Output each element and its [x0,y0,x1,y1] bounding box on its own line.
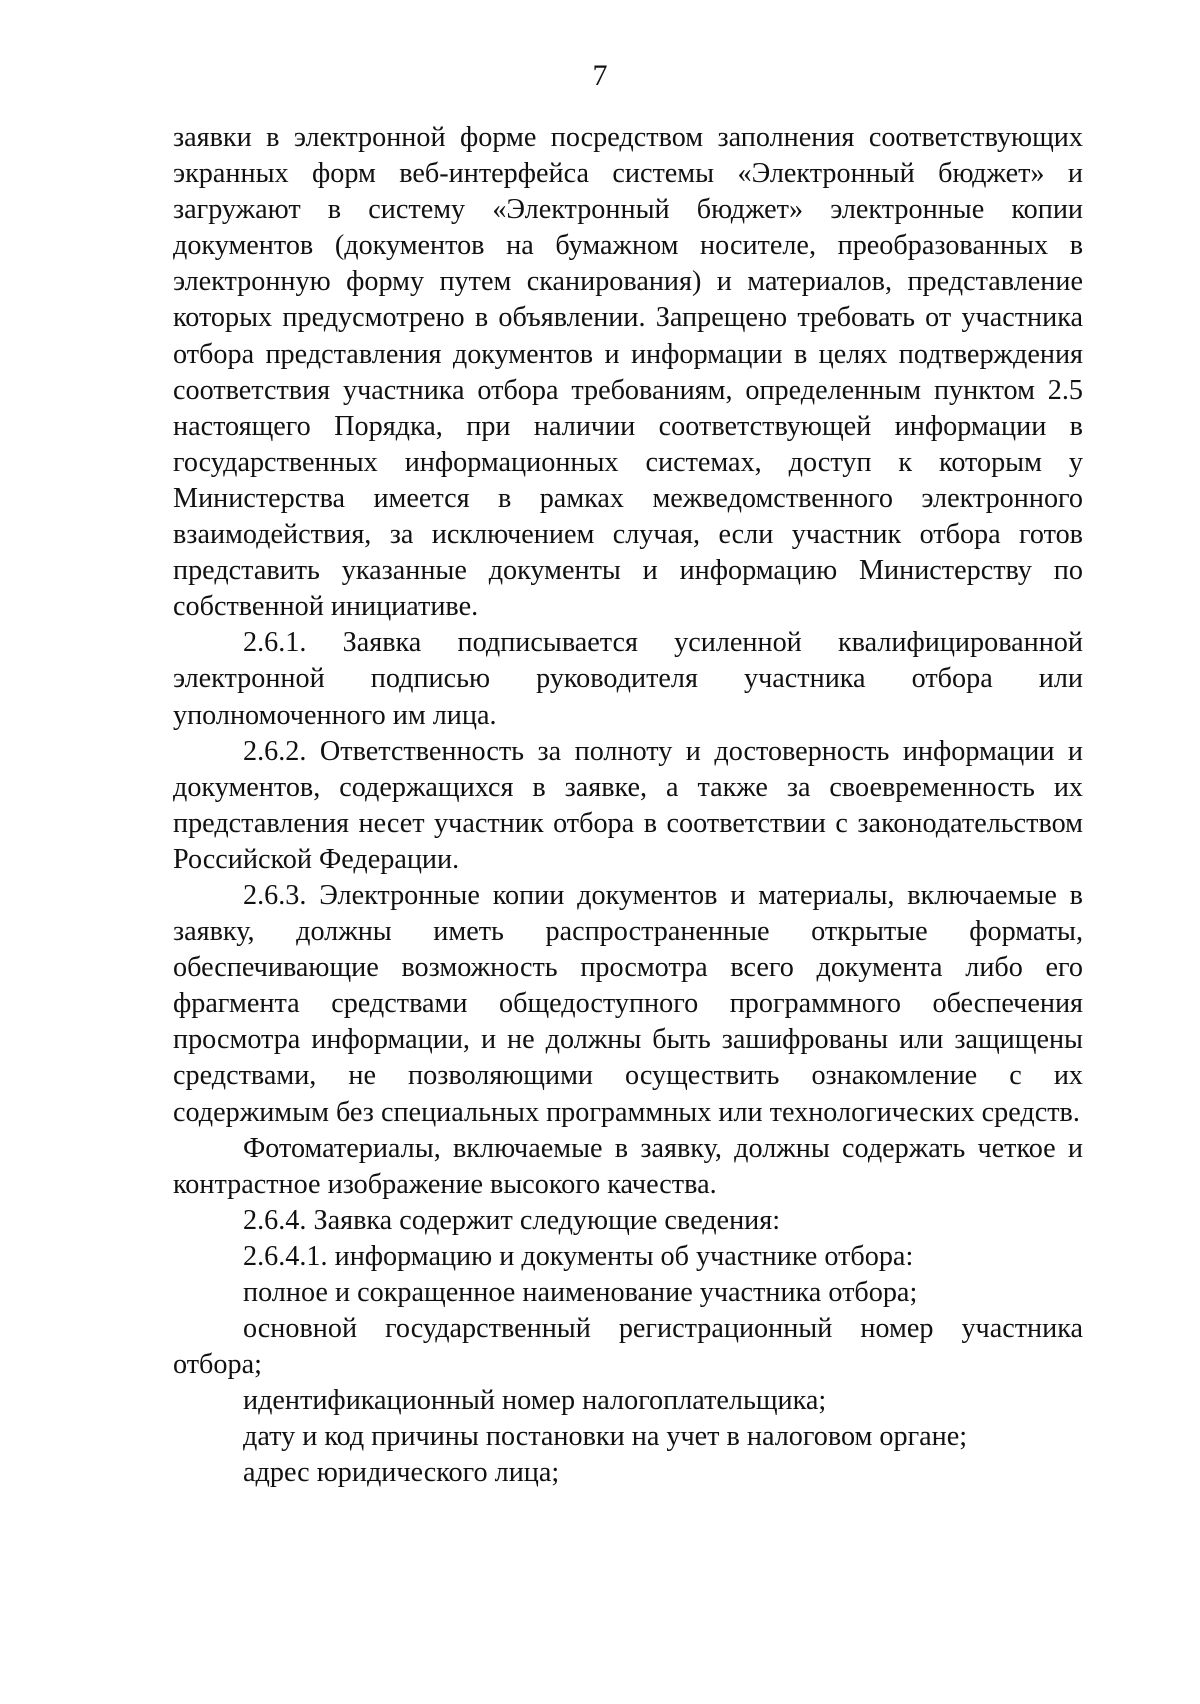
paragraph-intro: заявки в электронной форме посредством заполнения соответствующих экранных форм веб-интерфейса системы «Электронный бюджет» и загружают в систему «Электронный бюджет» электронные копии документов (документов на бумажном носителе, преобразованных в электронную форму путем сканирования) и материалов, представление которых предусмотрено в объявлении. Запрещено требовать от участника отбора представления документов и информации в целях подтверждения соответствия участника отбора требованиям, определенным пунктом 2.5 настоящего Порядка, при наличии соответствующей информации в государственных информационных системах, доступ к которым у Министерства имеется в рамках межведомственного электронного взаимодействия, за исключением случая, если участник отбора готов представить указанные документы и информацию Министерству по собственной инициативе. [173,122,1083,623]
paragraph-2-6-1: 2.6.1. Заявка подписывается усиленной квалифицированной электронной подписью руководителя участника отбора или уполномоченного им лица. [173,627,1083,731]
paragraph-2-6-3: 2.6.3. Электронные копии документов и материалы, включаемые в заявку, должны иметь распространенные открытые форматы, обеспечивающие возможность просмотра всего документа либо его фрагмента средствами общедоступного программного обеспечения просмотра информации, и не должны быть зашифрованы или защищены средствами, не позволяющими осуществить ознакомление с их содержимым без специальных программных или технологических средств. [173,879,1083,1128]
paragraph-2-6-4: 2.6.4. Заявка содержит следующие сведения: [243,1204,781,1236]
list-item-inn: идентификационный номер налогоплательщика; [243,1385,827,1417]
list-item-kpp: дату и код причины постановки на учет в налоговом органе; [243,1421,968,1453]
paragraph-2-6-4-1: 2.6.4.1. информацию и документы об участнике отбора: [243,1240,914,1272]
list-item-ogrn: основной государственный регистрационный номер участника отбора; [173,1313,1083,1381]
list-item-address: адрес юридического лица; [243,1457,560,1489]
paragraph-2-6-2: 2.6.2. Ответственность за полноту и достоверность информации и документов, содержащихся в заявке, а также за своевременность их представления несет участник отбора в соответствии с законодательством Российской Федерации. [173,735,1083,875]
paragraph-photo-materials: Фотоматериалы, включаемые в заявку, должны содержать четкое и контрастное изображение высокого качества. [173,1132,1083,1200]
document-body [173,120,1083,1492]
list-item-full-name: полное и сокращенное наименование участника отбора; [243,1277,918,1308]
page-number: 7 [592,59,608,92]
